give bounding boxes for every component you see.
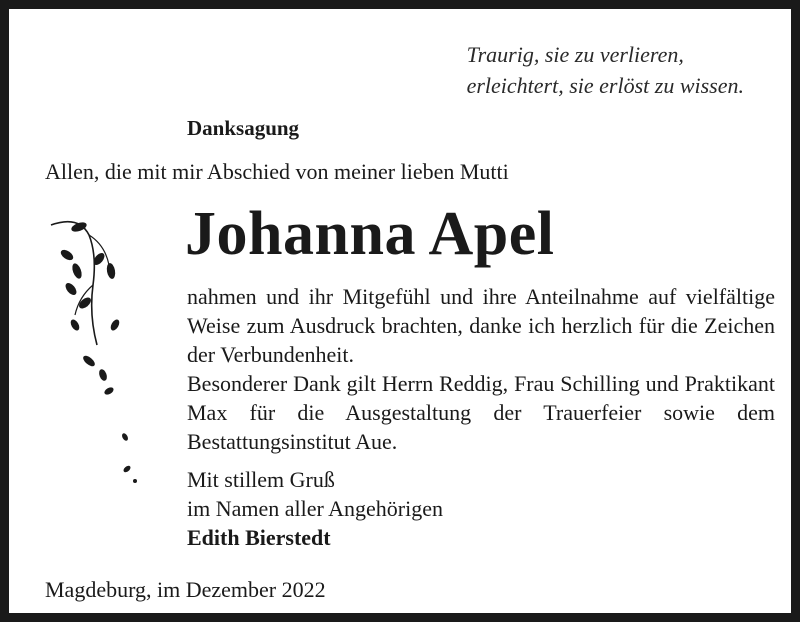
deceased-name: Johanna Apel: [185, 200, 555, 268]
leaf-branch-icon: [49, 215, 149, 495]
closing-block: [187, 465, 443, 552]
thanks-paragraph-2: Besonderer Dank gilt Herrn Reddig, Frau Schilling und Praktikant Max für die Ausgestaltung der Trauerfeier sowie dem Bestattungsinstitut Aue.: [187, 371, 775, 454]
thanks-body: [187, 282, 775, 456]
notice-heading: Danksagung: [187, 116, 300, 140]
place-date: Magdeburg, im Dezember 2022: [45, 577, 326, 602]
closing-on-behalf: im Namen aller Angehörigen: [187, 496, 443, 521]
motto-line-1: Traurig, sie zu verlieren,: [466, 42, 684, 67]
motto-quote: [467, 39, 744, 101]
thanks-paragraph-1: nahmen und ihr Mitgefühl und ihre Anteilnahme auf vielfältige Weise zum Ausdruck brachten, danke ich herzlich für die Zeichen der Verbundenheit.: [187, 284, 775, 367]
intro-line: Allen, die mit mir Abschied von meiner lieben Mutti: [45, 159, 509, 184]
closing-greeting: Mit stillem Gruß: [187, 467, 335, 492]
signature-name: Edith Bierstedt: [187, 525, 331, 550]
motto-line-2: erleichtert, sie erlöst zu wissen.: [466, 73, 744, 98]
